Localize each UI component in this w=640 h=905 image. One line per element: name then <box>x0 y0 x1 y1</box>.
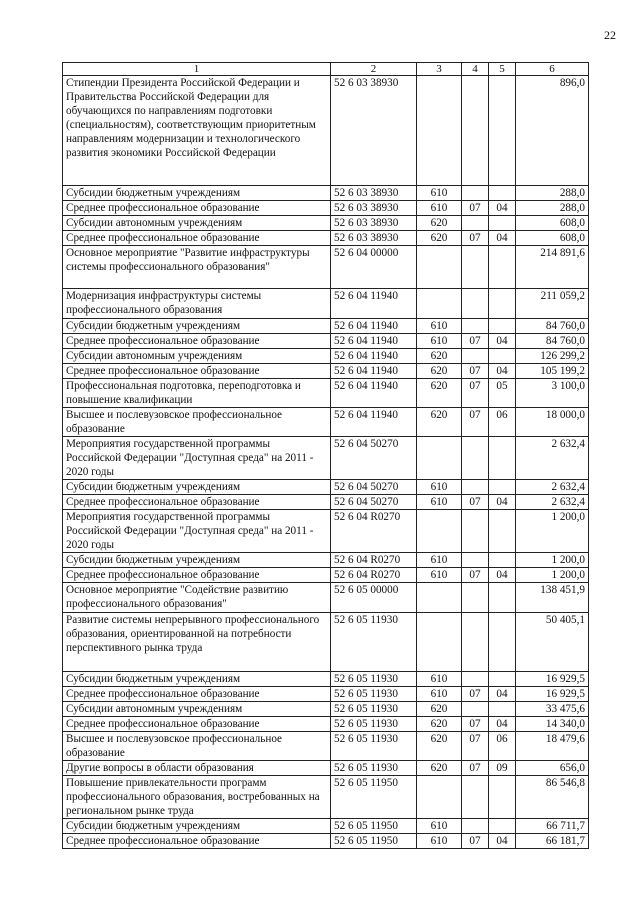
row-name: Среднее профессиональное образование <box>63 687 331 702</box>
row-subsection <box>489 437 516 480</box>
row-code: 52 6 03 38930 <box>331 231 417 246</box>
table-row <box>63 702 589 717</box>
row-code: 52 6 05 11930 <box>331 702 417 717</box>
row-amount: 16 929,5 <box>516 687 589 702</box>
row-section <box>462 583 489 613</box>
row-name: Субсидии автономным учреждениям <box>63 349 331 364</box>
row-section: 07 <box>462 231 489 246</box>
row-amount: 211 059,2 <box>516 289 589 319</box>
row-name: Среднее профессиональное образование <box>63 834 331 849</box>
row-amount: 608,0 <box>516 216 589 231</box>
row-expense-type: 620 <box>417 379 462 408</box>
row-expense-type: 620 <box>417 732 462 761</box>
row-code: 52 6 05 11930 <box>331 613 417 672</box>
table-row <box>63 776 589 819</box>
row-amount: 3 100,0 <box>516 379 589 408</box>
row-section <box>462 349 489 364</box>
row-section: 07 <box>462 717 489 732</box>
row-expense-type: 620 <box>417 408 462 437</box>
row-amount: 1 200,0 <box>516 553 589 568</box>
row-subsection <box>489 216 516 231</box>
row-subsection: 04 <box>489 495 516 510</box>
row-section: 07 <box>462 495 489 510</box>
row-subsection: 04 <box>489 717 516 732</box>
row-code: 52 6 04 11940 <box>331 334 417 349</box>
row-name: Стипендии Президента Российской Федерации и Правительства Российской Федерации для обучающихся по направлениям подготовки (специальностям), соответствующим приоритетным направлениям модернизации и технологического развития экономики Российской Федерации <box>63 76 331 186</box>
table-row <box>63 687 589 702</box>
table-row <box>63 834 589 849</box>
row-section <box>462 186 489 201</box>
row-section <box>462 553 489 568</box>
row-code: 52 6 05 11930 <box>331 672 417 687</box>
row-expense-type: 620 <box>417 231 462 246</box>
row-expense-type <box>417 583 462 613</box>
table-row <box>63 495 589 510</box>
row-name: Субсидии бюджетным учреждениям <box>63 819 331 834</box>
row-section: 07 <box>462 364 489 379</box>
row-amount: 33 475,6 <box>516 702 589 717</box>
row-name: Субсидии бюджетным учреждениям <box>63 480 331 495</box>
row-subsection <box>489 510 516 553</box>
row-section <box>462 776 489 819</box>
row-name: Среднее профессиональное образование <box>63 231 331 246</box>
table-row <box>63 231 589 246</box>
row-subsection: 09 <box>489 761 516 776</box>
header-col-4: 4 <box>462 63 489 76</box>
row-section: 07 <box>462 834 489 849</box>
row-section <box>462 672 489 687</box>
row-code: 52 6 04 50270 <box>331 495 417 510</box>
row-code: 52 6 04 50270 <box>331 480 417 495</box>
row-amount: 105 199,2 <box>516 364 589 379</box>
row-amount: 66 181,7 <box>516 834 589 849</box>
table-row <box>63 437 589 480</box>
row-name: Среднее профессиональное образование <box>63 495 331 510</box>
row-expense-type: 610 <box>417 568 462 583</box>
row-amount: 126 299,2 <box>516 349 589 364</box>
row-code: 52 6 04 11940 <box>331 349 417 364</box>
row-code: 52 6 05 11930 <box>331 717 417 732</box>
row-name: Среднее профессиональное образование <box>63 334 331 349</box>
row-code: 52 6 04 00000 <box>331 246 417 289</box>
table-row <box>63 334 589 349</box>
row-amount: 2 632,4 <box>516 437 589 480</box>
row-name: Среднее профессиональное образование <box>63 568 331 583</box>
row-section: 07 <box>462 732 489 761</box>
row-code: 52 6 04 11940 <box>331 408 417 437</box>
row-subsection: 04 <box>489 231 516 246</box>
row-expense-type: 620 <box>417 216 462 231</box>
table-row <box>63 379 589 408</box>
row-amount: 16 929,5 <box>516 672 589 687</box>
row-amount: 2 632,4 <box>516 495 589 510</box>
row-expense-type <box>417 289 462 319</box>
row-expense-type: 610 <box>417 334 462 349</box>
row-expense-type <box>417 246 462 289</box>
table-row <box>63 717 589 732</box>
row-subsection: 06 <box>489 408 516 437</box>
table-row <box>63 672 589 687</box>
row-expense-type <box>417 613 462 672</box>
row-expense-type: 610 <box>417 480 462 495</box>
table-body <box>63 76 589 849</box>
page-number: 22 <box>604 28 616 42</box>
row-section <box>462 76 489 186</box>
table-row <box>63 568 589 583</box>
table-row <box>63 510 589 553</box>
table-row <box>63 553 589 568</box>
row-subsection <box>489 583 516 613</box>
row-amount: 14 340,0 <box>516 717 589 732</box>
row-amount: 288,0 <box>516 186 589 201</box>
row-expense-type: 620 <box>417 364 462 379</box>
row-code: 52 6 04 50270 <box>331 437 417 480</box>
row-code: 52 6 04 11940 <box>331 364 417 379</box>
row-amount: 66 711,7 <box>516 819 589 834</box>
row-name: Субсидии автономным учреждениям <box>63 216 331 231</box>
header-col-2: 2 <box>331 63 417 76</box>
row-subsection: 06 <box>489 732 516 761</box>
row-code: 52 6 05 11930 <box>331 761 417 776</box>
row-section <box>462 510 489 553</box>
row-amount: 1 200,0 <box>516 568 589 583</box>
row-subsection: 04 <box>489 687 516 702</box>
row-amount: 18 479,6 <box>516 732 589 761</box>
row-code: 52 6 04 R0270 <box>331 568 417 583</box>
row-section <box>462 246 489 289</box>
row-section <box>462 613 489 672</box>
row-expense-type: 610 <box>417 495 462 510</box>
row-name: Субсидии автономным учреждениям <box>63 702 331 717</box>
row-section <box>462 319 489 334</box>
table-row <box>63 761 589 776</box>
row-expense-type: 610 <box>417 319 462 334</box>
row-amount: 138 451,9 <box>516 583 589 613</box>
row-name: Субсидии бюджетным учреждениям <box>63 553 331 568</box>
row-expense-type: 610 <box>417 819 462 834</box>
table-row <box>63 76 589 186</box>
table-row <box>63 583 589 613</box>
row-amount: 84 760,0 <box>516 319 589 334</box>
row-name: Другие вопросы в области образования <box>63 761 331 776</box>
row-subsection: 04 <box>489 364 516 379</box>
row-name: Повышение привлекательности программ профессионального образования, востребованных на региональном рынке труда <box>63 776 331 819</box>
row-section: 07 <box>462 334 489 349</box>
row-expense-type: 610 <box>417 201 462 216</box>
row-subsection <box>489 186 516 201</box>
row-expense-type: 610 <box>417 672 462 687</box>
table-row <box>63 819 589 834</box>
row-name: Основное мероприятие "Развитие инфраструктуры системы профессионального образования" <box>63 246 331 289</box>
table-row <box>63 480 589 495</box>
row-subsection: 04 <box>489 834 516 849</box>
row-section: 07 <box>462 568 489 583</box>
row-expense-type: 610 <box>417 687 462 702</box>
row-subsection <box>489 480 516 495</box>
row-expense-type <box>417 437 462 480</box>
table-row <box>63 613 589 672</box>
row-code: 52 6 05 11950 <box>331 776 417 819</box>
row-amount: 656,0 <box>516 761 589 776</box>
row-section: 07 <box>462 201 489 216</box>
table-row <box>63 289 589 319</box>
header-col-3: 3 <box>417 63 462 76</box>
row-name: Основное мероприятие "Содействие развитию профессионального образования" <box>63 583 331 613</box>
row-amount: 50 405,1 <box>516 613 589 672</box>
row-name: Высшее и послевузовское профессиональное образование <box>63 408 331 437</box>
row-name: Мероприятия государственной программы Российской Федерации "Доступная среда" на 2011 - 2020 годы <box>63 510 331 553</box>
row-name: Субсидии бюджетным учреждениям <box>63 672 331 687</box>
row-name: Среднее профессиональное образование <box>63 201 331 216</box>
row-name: Высшее и послевузовское профессиональное образование <box>63 732 331 761</box>
row-expense-type: 620 <box>417 349 462 364</box>
row-section <box>462 480 489 495</box>
row-expense-type: 610 <box>417 834 462 849</box>
row-code: 52 6 05 11930 <box>331 687 417 702</box>
header-col-5: 5 <box>489 63 516 76</box>
row-amount: 1 200,0 <box>516 510 589 553</box>
row-subsection: 04 <box>489 201 516 216</box>
row-code: 52 6 05 11950 <box>331 819 417 834</box>
table-row <box>63 319 589 334</box>
row-subsection <box>489 613 516 672</box>
row-amount: 86 546,8 <box>516 776 589 819</box>
row-amount: 288,0 <box>516 201 589 216</box>
row-subsection: 05 <box>489 379 516 408</box>
row-name: Развитие системы непрерывного профессионального образования, ориентированной на потребности перспективного рынка труда <box>63 613 331 672</box>
row-section: 07 <box>462 687 489 702</box>
row-code: 52 6 05 11950 <box>331 834 417 849</box>
row-expense-type: 620 <box>417 761 462 776</box>
table-row <box>63 732 589 761</box>
row-code: 52 6 03 38930 <box>331 216 417 231</box>
row-code: 52 6 03 38930 <box>331 76 417 186</box>
row-subsection: 04 <box>489 568 516 583</box>
row-name: Мероприятия государственной программы Российской Федерации "Доступная среда" на 2011 - 2020 годы <box>63 437 331 480</box>
row-code: 52 6 05 00000 <box>331 583 417 613</box>
row-expense-type <box>417 510 462 553</box>
table-row <box>63 201 589 216</box>
row-amount: 608,0 <box>516 231 589 246</box>
row-name: Субсидии бюджетным учреждениям <box>63 186 331 201</box>
row-section <box>462 819 489 834</box>
header-col-1: 1 <box>63 63 331 76</box>
row-amount: 896,0 <box>516 76 589 186</box>
row-subsection: 04 <box>489 334 516 349</box>
row-subsection <box>489 819 516 834</box>
row-name: Модернизация инфраструктуры системы профессионального образования <box>63 289 331 319</box>
row-subsection <box>489 702 516 717</box>
row-amount: 214 891,6 <box>516 246 589 289</box>
table-row <box>63 216 589 231</box>
row-subsection <box>489 76 516 186</box>
table-row <box>63 186 589 201</box>
row-amount: 18 000,0 <box>516 408 589 437</box>
table-row <box>63 349 589 364</box>
row-expense-type: 610 <box>417 186 462 201</box>
row-subsection <box>489 672 516 687</box>
table-row <box>63 408 589 437</box>
row-amount: 2 632,4 <box>516 480 589 495</box>
row-section: 07 <box>462 379 489 408</box>
row-code: 52 6 04 11940 <box>331 319 417 334</box>
row-section <box>462 289 489 319</box>
row-name: Среднее профессиональное образование <box>63 717 331 732</box>
row-code: 52 6 04 11940 <box>331 379 417 408</box>
row-expense-type: 620 <box>417 717 462 732</box>
header-row <box>63 63 589 76</box>
row-expense-type <box>417 776 462 819</box>
row-name: Профессиональная подготовка, переподготовка и повышение квалификации <box>63 379 331 408</box>
row-subsection <box>489 319 516 334</box>
row-expense-type: 620 <box>417 702 462 717</box>
row-subsection <box>489 289 516 319</box>
row-subsection <box>489 776 516 819</box>
row-code: 52 6 04 11940 <box>331 289 417 319</box>
row-code: 52 6 03 38930 <box>331 186 417 201</box>
row-name: Субсидии бюджетным учреждениям <box>63 319 331 334</box>
row-subsection <box>489 349 516 364</box>
header-col-6: 6 <box>516 63 589 76</box>
row-expense-type <box>417 76 462 186</box>
table-row <box>63 246 589 289</box>
row-expense-type: 610 <box>417 553 462 568</box>
row-section <box>462 702 489 717</box>
row-name: Среднее профессиональное образование <box>63 364 331 379</box>
row-code: 52 6 04 R0270 <box>331 510 417 553</box>
row-section <box>462 216 489 231</box>
row-subsection <box>489 246 516 289</box>
row-code: 52 6 04 R0270 <box>331 553 417 568</box>
row-code: 52 6 03 38930 <box>331 201 417 216</box>
row-section: 07 <box>462 761 489 776</box>
row-section: 07 <box>462 408 489 437</box>
budget-table <box>62 62 589 849</box>
row-section <box>462 437 489 480</box>
row-subsection <box>489 553 516 568</box>
table-row <box>63 364 589 379</box>
row-code: 52 6 05 11930 <box>331 732 417 761</box>
row-amount: 84 760,0 <box>516 334 589 349</box>
